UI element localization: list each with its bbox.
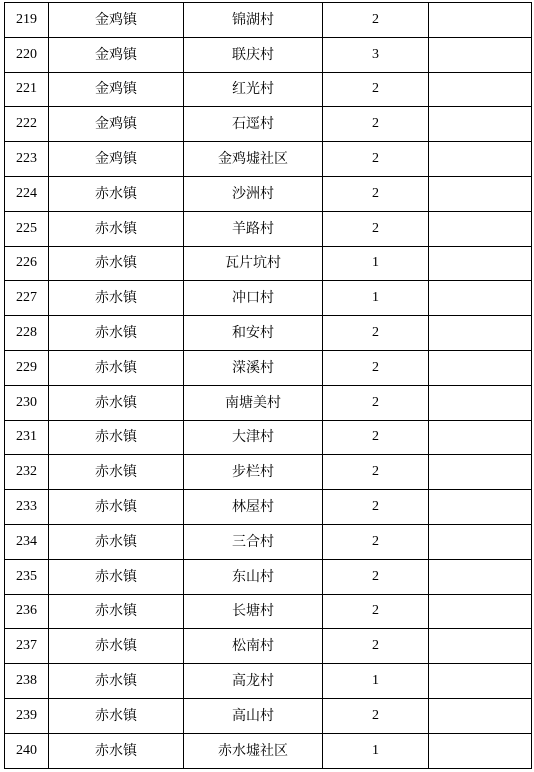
count-cell: 1 <box>323 281 429 316</box>
village-cell: 东山村 <box>184 559 323 594</box>
village-cell: 高龙村 <box>184 664 323 699</box>
town-cell: 赤水镇 <box>49 733 184 768</box>
row-number-cell: 223 <box>5 142 49 177</box>
table-row <box>5 246 532 281</box>
village-cell: 南塘美村 <box>184 385 323 420</box>
count-cell: 2 <box>323 316 429 351</box>
row-number-cell: 233 <box>5 490 49 525</box>
town-cell: 赤水镇 <box>49 316 184 351</box>
table-row <box>5 72 532 107</box>
note-cell <box>429 524 532 559</box>
note-cell <box>429 490 532 525</box>
table-row <box>5 664 532 699</box>
count-cell: 2 <box>323 524 429 559</box>
note-cell <box>429 420 532 455</box>
note-cell <box>429 559 532 594</box>
table-row <box>5 490 532 525</box>
table-row <box>5 594 532 629</box>
village-cell: 大津村 <box>184 420 323 455</box>
town-cell: 赤水镇 <box>49 420 184 455</box>
count-cell: 2 <box>323 3 429 38</box>
row-number-cell: 229 <box>5 350 49 385</box>
note-cell <box>429 246 532 281</box>
row-number-cell: 236 <box>5 594 49 629</box>
table-row <box>5 455 532 490</box>
count-cell: 2 <box>323 211 429 246</box>
note-cell <box>429 385 532 420</box>
town-cell: 赤水镇 <box>49 664 184 699</box>
row-number-cell: 230 <box>5 385 49 420</box>
village-cell: 步栏村 <box>184 455 323 490</box>
village-cell: 瓦片坑村 <box>184 246 323 281</box>
table-row <box>5 350 532 385</box>
note-cell <box>429 594 532 629</box>
row-number-cell: 238 <box>5 664 49 699</box>
village-cell: 溁溪村 <box>184 350 323 385</box>
village-cell: 冲口村 <box>184 281 323 316</box>
count-cell: 2 <box>323 385 429 420</box>
table-row <box>5 698 532 733</box>
town-cell: 赤水镇 <box>49 455 184 490</box>
town-cell: 金鸡镇 <box>49 3 184 38</box>
count-cell: 2 <box>323 559 429 594</box>
note-cell <box>429 142 532 177</box>
town-cell: 金鸡镇 <box>49 142 184 177</box>
note-cell <box>429 72 532 107</box>
row-number-cell: 227 <box>5 281 49 316</box>
row-number-cell: 234 <box>5 524 49 559</box>
note-cell <box>429 698 532 733</box>
count-cell: 1 <box>323 664 429 699</box>
village-cell: 锦湖村 <box>184 3 323 38</box>
note-cell <box>429 281 532 316</box>
note-cell <box>429 455 532 490</box>
note-cell <box>429 629 532 664</box>
town-cell: 赤水镇 <box>49 594 184 629</box>
village-cell: 联庆村 <box>184 37 323 72</box>
row-number-cell: 239 <box>5 698 49 733</box>
town-cell: 赤水镇 <box>49 281 184 316</box>
count-cell: 1 <box>323 246 429 281</box>
town-cell: 赤水镇 <box>49 176 184 211</box>
row-number-cell: 224 <box>5 176 49 211</box>
village-cell: 沙洲村 <box>184 176 323 211</box>
count-cell: 2 <box>323 107 429 142</box>
count-cell: 2 <box>323 176 429 211</box>
town-cell: 金鸡镇 <box>49 107 184 142</box>
village-cell: 金鸡墟社区 <box>184 142 323 177</box>
count-cell: 2 <box>323 490 429 525</box>
village-cell: 和安村 <box>184 316 323 351</box>
table-row <box>5 420 532 455</box>
row-number-cell: 232 <box>5 455 49 490</box>
table-row <box>5 3 532 38</box>
table-row <box>5 316 532 351</box>
town-cell: 赤水镇 <box>49 559 184 594</box>
count-cell: 2 <box>323 455 429 490</box>
row-number-cell: 220 <box>5 37 49 72</box>
town-cell: 赤水镇 <box>49 698 184 733</box>
row-number-cell: 237 <box>5 629 49 664</box>
note-cell <box>429 733 532 768</box>
count-cell: 2 <box>323 594 429 629</box>
village-cell: 羊路村 <box>184 211 323 246</box>
table-row <box>5 142 532 177</box>
town-cell: 赤水镇 <box>49 385 184 420</box>
row-number-cell: 221 <box>5 72 49 107</box>
count-cell: 2 <box>323 420 429 455</box>
row-number-cell: 222 <box>5 107 49 142</box>
town-cell: 赤水镇 <box>49 629 184 664</box>
town-cell: 金鸡镇 <box>49 72 184 107</box>
count-cell: 1 <box>323 733 429 768</box>
village-cell: 高山村 <box>184 698 323 733</box>
note-cell <box>429 3 532 38</box>
table-row <box>5 733 532 768</box>
table-row <box>5 559 532 594</box>
town-cell: 赤水镇 <box>49 211 184 246</box>
table-row <box>5 281 532 316</box>
row-number-cell: 235 <box>5 559 49 594</box>
note-cell <box>429 211 532 246</box>
town-cell: 赤水镇 <box>49 246 184 281</box>
town-cell: 金鸡镇 <box>49 37 184 72</box>
note-cell <box>429 176 532 211</box>
note-cell <box>429 664 532 699</box>
count-cell: 2 <box>323 629 429 664</box>
table-row <box>5 176 532 211</box>
table-row <box>5 385 532 420</box>
count-cell: 2 <box>323 142 429 177</box>
table-row <box>5 629 532 664</box>
village-quota-table <box>4 2 532 769</box>
table-row <box>5 211 532 246</box>
note-cell <box>429 350 532 385</box>
document-sheet <box>4 2 531 769</box>
table-body <box>5 3 532 769</box>
row-number-cell: 228 <box>5 316 49 351</box>
village-cell: 松南村 <box>184 629 323 664</box>
town-cell: 赤水镇 <box>49 350 184 385</box>
note-cell <box>429 316 532 351</box>
row-number-cell: 226 <box>5 246 49 281</box>
town-cell: 赤水镇 <box>49 524 184 559</box>
row-number-cell: 225 <box>5 211 49 246</box>
row-number-cell: 219 <box>5 3 49 38</box>
village-cell: 长塘村 <box>184 594 323 629</box>
row-number-cell: 240 <box>5 733 49 768</box>
count-cell: 2 <box>323 72 429 107</box>
table-row <box>5 107 532 142</box>
village-cell: 三合村 <box>184 524 323 559</box>
count-cell: 2 <box>323 698 429 733</box>
village-cell: 石逕村 <box>184 107 323 142</box>
count-cell: 3 <box>323 37 429 72</box>
village-cell: 红光村 <box>184 72 323 107</box>
town-cell: 赤水镇 <box>49 490 184 525</box>
table-row <box>5 524 532 559</box>
row-number-cell: 231 <box>5 420 49 455</box>
note-cell <box>429 107 532 142</box>
note-cell <box>429 37 532 72</box>
village-cell: 赤水墟社区 <box>184 733 323 768</box>
village-cell: 林屋村 <box>184 490 323 525</box>
count-cell: 2 <box>323 350 429 385</box>
table-row <box>5 37 532 72</box>
